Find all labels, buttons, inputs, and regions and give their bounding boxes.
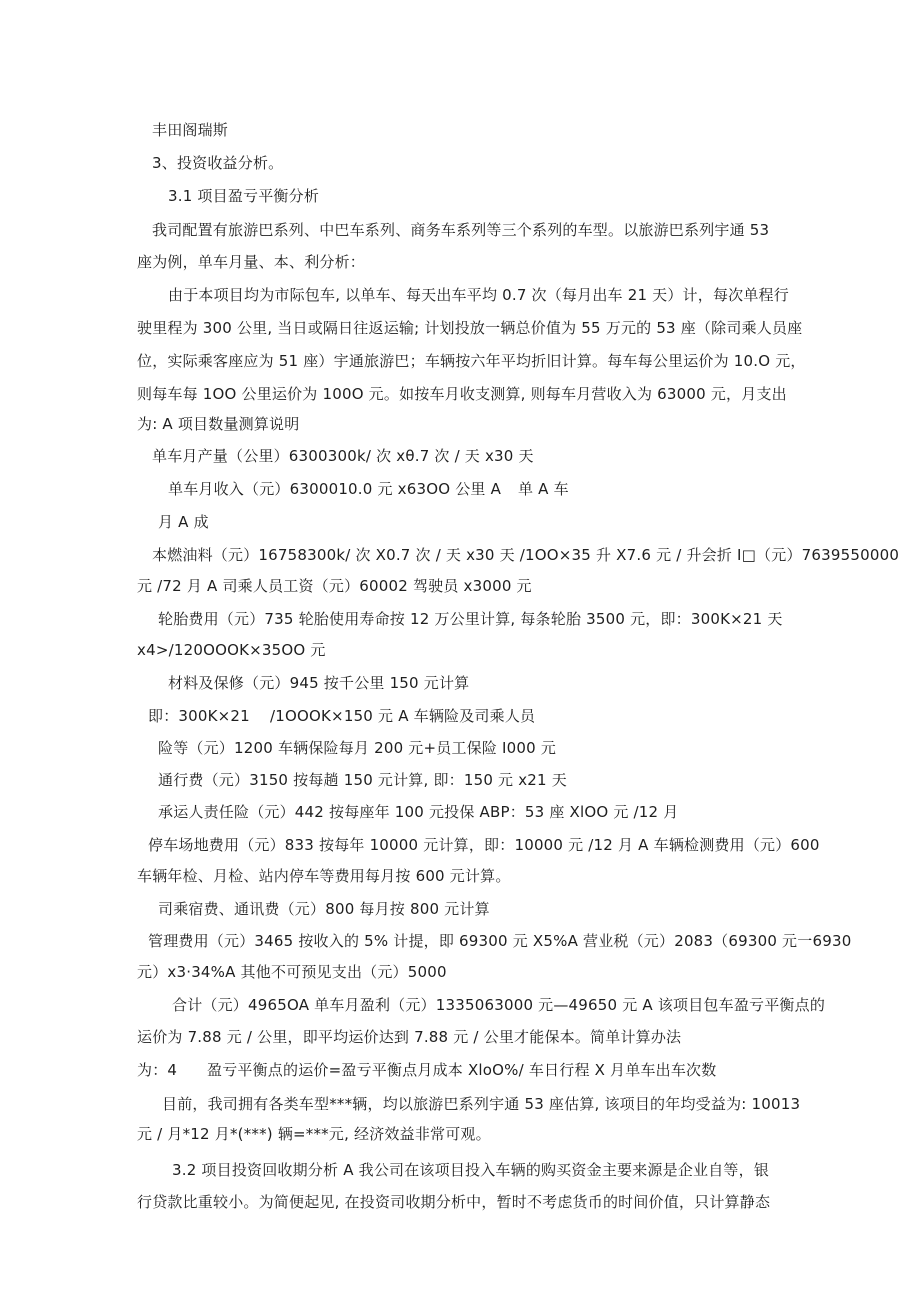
text-line: 元 /72 月 A 司乘人员工资（元）60002 驾驶员 x3000 元	[137, 577, 532, 595]
text-line: 轮胎费用（元）735 轮胎使用寿命按 12 万公里计算, 每条轮胎 3500 元，即：300K×21 天	[158, 610, 783, 628]
text-line: 目前，我司拥有各类车型***辆，均以旅游巴系列宇通 53 座估算, 该项目的年均受益为: 10013	[162, 1095, 801, 1113]
text-line: 位，实际乘客座应为 51 座）宇通旅游巴；车辆按六年平均折旧计算。每车每公里运价为 10.O 元，	[137, 352, 806, 370]
subsection-heading: 3.1 项目盈亏平衡分析	[168, 187, 320, 205]
text-line: 我司配置有旅游巴系列、中巴车系列、商务车系列等三个系列的车型。以旅游巴系列宇通 53	[152, 221, 770, 239]
text-line: 为：4	[137, 1061, 178, 1079]
text-line: 本燃油料（元）16758300k/ 次 X0.7 次 / 天 x30 天 /1OO×35 升 X7.6 元 / 升会折 I□（元）7639550000	[152, 546, 900, 564]
text-line: 承运人责任险（元）442 按每座年 100 元投保 ABP：53 座 XlOO 元 /12 月	[158, 803, 679, 821]
text-line: 司乘宿费、通讯费（元）800 每月按 800 元计算	[158, 900, 490, 918]
text-line: 座为例，单车月量、本、利分析：	[137, 253, 366, 271]
text-line: 行贷款比重较小。为简便起见, 在投资司收期分析中，暂时不考虑货币的时间价值，只计算静态	[137, 1193, 771, 1211]
text-line: 由于本项目均为市际包车, 以单车、每天出车平均 0.7 次（每月出车 21 天）计，每次单程行	[168, 286, 789, 304]
text-line: 元）x3·34%A 其他不可预见支出（元）5000	[137, 963, 447, 981]
text-line: 单车月产量（公里）6300300k/ 次 xθ.7 次 / 天 x30 天	[152, 447, 534, 465]
text-line: 丰田阁瑞斯	[152, 121, 229, 139]
text-line: 管理费用（元）3465 按收入的 5% 计提，即 69300 元 X5%A 营业税（元）2083（69300 元一6930	[148, 932, 852, 950]
section-heading: 3、投资收益分析。	[152, 154, 284, 172]
text-line: 单车月收入（元）6300010.0 元 x63OO 公里 A	[168, 480, 502, 498]
text-line: 险等（元）1200 车辆保险每月 200 元+员工保险 I000 元	[158, 739, 557, 757]
formula-line: 盈亏平衡点的运价=盈亏平衡点月成本 XloO%/ 车日行程 X 月单车出车次数	[207, 1061, 717, 1079]
text-line: 月 A 成	[158, 513, 209, 531]
text-line: 则每车每 1OO 公里运价为 100O 元。如按车月收支测算, 则每车月营收入为 63000 元，月支出	[137, 385, 787, 403]
subsection-heading: 3.2 项目投资回收期分析 A 我公司在该项目投入车辆的购买资金主要来源是企业自等，银	[172, 1161, 770, 1179]
text-line: 车辆年检、月检、站内停车等费用每月按 600 元计算。	[137, 867, 511, 885]
text-line: 合计（元）4965OA 单车月盈利（元）1335063000 元—49650 元 A 该项目包车盈亏平衡点的	[172, 996, 826, 1014]
text-line: 通行费（元）3150 按每趟 150 元计算, 即：150 元 x21 天	[158, 771, 567, 789]
text-line: x4>/120OOOK×35OO 元	[137, 641, 326, 659]
text-line: 停车场地费用（元）833 按每年 10000 元计算，即：10000 元 /12 月 A 车辆检测费用（元）600	[148, 836, 820, 854]
text-line: 即：300K×21	[148, 707, 250, 725]
text-line: 为: A 项目数量测算说明	[137, 415, 300, 433]
text-line: 材料及保修（元）945 按千公里 150 元计算	[168, 674, 470, 692]
text-line: 驶里程为 300 公里, 当日或隔日往返运输; 计划投放一辆总价值为 55 万元的 53 座（除司乘人员座	[137, 319, 803, 337]
text-line: 单 A 车	[518, 480, 569, 498]
text-line: /1OOOK×150 元 A 车辆险及司乘人员	[270, 707, 536, 725]
text-line: 元 / 月*12 月*(***) 辆=***元, 经济效益非常可观。	[137, 1125, 491, 1143]
text-line: 运价为 7.88 元 / 公里，即平均运价达到 7.88 元 / 公里才能保本。简单计算办法	[137, 1028, 682, 1046]
